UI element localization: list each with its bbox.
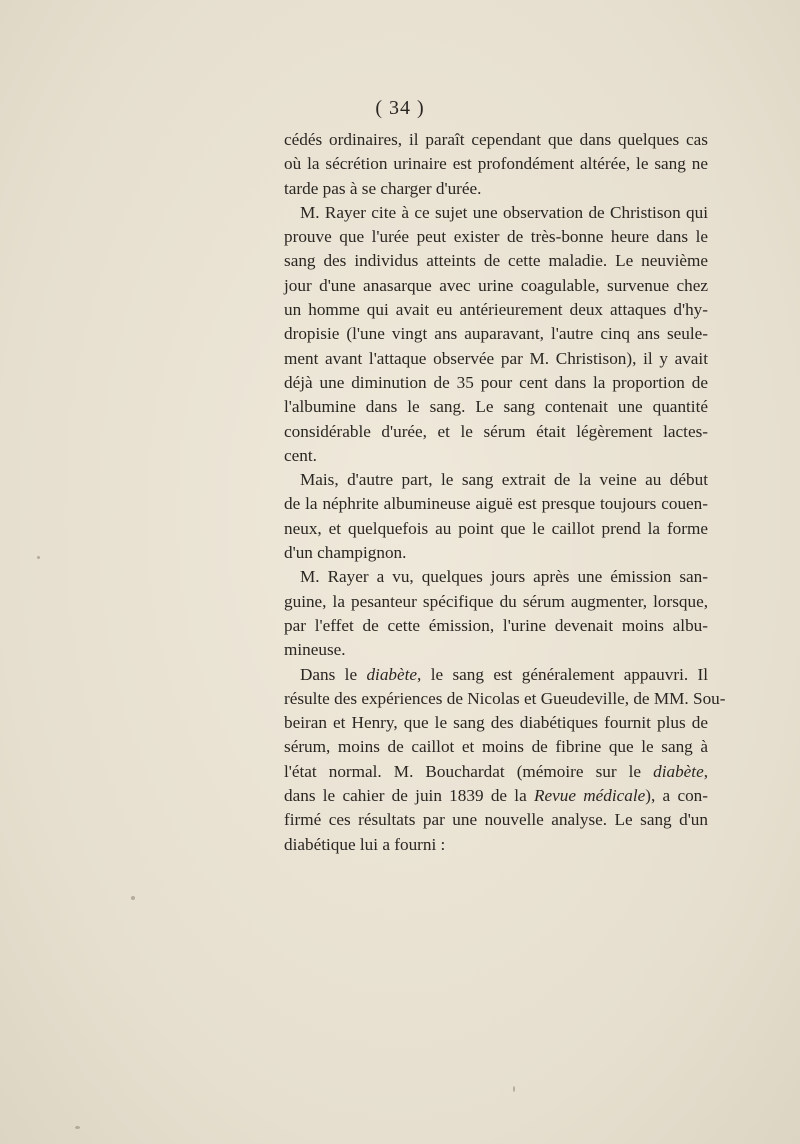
text-line: tarde pas à se charger d'urée. (284, 178, 482, 198)
text-line: par l'effet de cette émission, l'urine devenait moins albu- (284, 615, 708, 635)
paper-spot (37, 556, 40, 559)
text-line: d'un champignon. (284, 543, 407, 563)
text-line: guine, la pesanteur spécifique du sérum augmenter, lorsque, (284, 591, 708, 611)
text-line: Dans le diabète, le sang est généralement appauvri. Il (300, 664, 708, 684)
paragraph (284, 565, 708, 662)
body-text (284, 128, 726, 857)
text-line: jour d'une anasarque avec urine coagulable, survenue chez (284, 275, 708, 295)
text-line: où la sécrétion urinaire est profondément altérée, le sang ne (284, 154, 708, 174)
text-line: M. Rayer cite à ce sujet une observation de Christison qui (300, 202, 708, 222)
paper-spot (75, 1126, 80, 1129)
text-line: résulte des expériences de Nicolas et Gueudeville, de MM. Sou- (284, 688, 726, 708)
text-line: cent. (284, 445, 317, 465)
text-line: cédés ordinaires, il paraît cependant que dans quelques cas (284, 130, 708, 149)
text-line: dropisie (l'une vingt ans auparavant, l'autre cinq ans seule- (284, 324, 708, 344)
text-line: considérable d'urée, et le sérum était légèrement lactes- (284, 421, 708, 441)
text-line: neux, et quelquefois au point que le caillot prend la forme (284, 518, 708, 538)
text-line: prouve que l'urée peut exister de très-bonne heure dans le (284, 227, 708, 247)
text-line: mineuse. (284, 640, 346, 660)
text-line: sang des individus atteints de cette maladie. Le neuvième (284, 251, 708, 271)
text-line: dans le cahier de juin 1839 de la Revue médicale), a con- (284, 786, 708, 806)
text-line: beiran et Henry, que le sang des diabétiques fournit plus de (284, 713, 708, 733)
text-line: firmé ces résultats par une nouvelle analyse. Le sang d'un (284, 810, 708, 830)
text-line: M. Rayer a vu, quelques jours après une émission san- (300, 567, 708, 587)
paragraph (284, 663, 726, 857)
paragraph (284, 128, 708, 201)
text-line: ment avant l'attaque observée par M. Christison), il y avait (284, 348, 708, 368)
text-line: l'albumine dans le sang. Le sang contenait une quantité (284, 397, 708, 417)
text-line: déjà une diminution de 35 pour cent dans la proportion de (284, 372, 708, 392)
paper-spot (131, 896, 135, 900)
paper-spot (513, 1086, 515, 1092)
text-line: un homme qui avait eu antérieurement deux attaques d'hy- (284, 300, 708, 320)
page-number: ( 34 ) (375, 97, 425, 119)
text-line: l'état normal. M. Bouchardat (mémoire sur le diabète, (284, 761, 708, 781)
paragraph (284, 201, 708, 468)
text-line: diabétique lui a fourni : (284, 834, 446, 854)
text-line: de la néphrite albumineuse aiguë est presque toujours couen- (284, 494, 708, 514)
text-line: sérum, moins de caillot et moins de fibrine que le sang à (284, 737, 708, 757)
text-line: Mais, d'autre part, le sang extrait de la veine au début (300, 470, 708, 490)
paragraph (284, 468, 708, 565)
